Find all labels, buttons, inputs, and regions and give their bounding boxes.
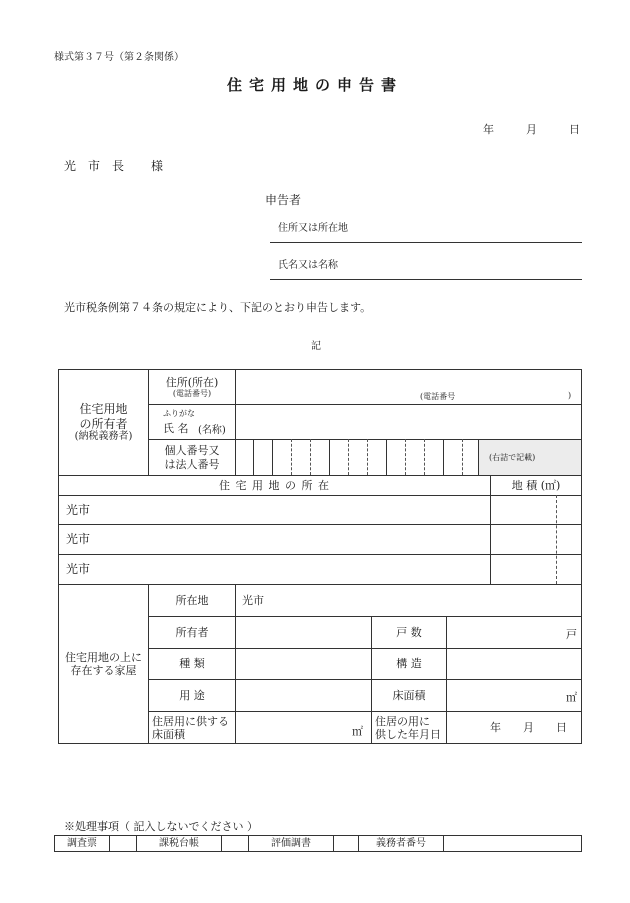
house-use-field[interactable] <box>236 680 371 711</box>
owner-name-label: 氏 名 <box>163 422 189 435</box>
owner-phone-close: ) <box>568 391 572 400</box>
id-digit-divider <box>310 439 311 475</box>
house-location-label: 所在地 <box>175 593 209 607</box>
processing-field-evaluation: 評価調書 <box>271 837 311 849</box>
page-title: 住宅用地の申告書 <box>226 76 403 94</box>
owner-phone-inline-label: (電話番号 <box>420 392 456 401</box>
owner-id-label <box>149 440 235 475</box>
land-area-field[interactable] <box>491 496 581 524</box>
land-location-row[interactable]: 光市 <box>66 502 91 517</box>
land-location-header: 住 宅 用 地 の 所 在 <box>219 478 330 492</box>
processing-field-ledger: 課税台帳 <box>159 837 199 849</box>
house-residential-date-label <box>375 712 446 744</box>
house-floor-area-label: 床面積 <box>392 688 426 702</box>
declarant-name-label: 氏名又は名称 <box>278 260 338 271</box>
id-digit-divider <box>386 439 387 475</box>
house-units-suffix: 戸 <box>566 628 577 641</box>
declarant-name-line[interactable] <box>270 279 582 280</box>
declarant-address-line[interactable] <box>270 242 582 243</box>
owner-id-note: (右詰で記載) <box>479 440 581 475</box>
house-label-line2: 存在する家屋 <box>70 664 137 677</box>
owner-address-label <box>149 370 235 404</box>
house-type-field[interactable] <box>236 649 371 679</box>
id-digit-divider <box>272 439 273 475</box>
house-owner-field[interactable] <box>236 617 371 648</box>
processing-label: ※処理事項（ 記入しないでください ） <box>64 820 258 833</box>
addressee-name: 光 市 長 <box>64 159 125 173</box>
land-area-header: 地 積 (㎡) <box>511 478 561 492</box>
owner-address-label-text: 住所(所在) <box>165 375 219 389</box>
house-residential-area-field[interactable] <box>236 712 371 744</box>
owner-address-field[interactable] <box>236 370 582 404</box>
processing-ledger-box[interactable] <box>222 836 248 851</box>
form-number: 様式第３７号（第２条関係） <box>54 52 184 63</box>
processing-evaluation-box[interactable] <box>334 836 358 851</box>
residential-area-line2: 床面積 <box>152 728 185 741</box>
house-residential-area-unit: ㎡ <box>352 725 363 738</box>
owner-id-label-line1: 個人番号又 <box>164 444 220 458</box>
house-residential-area-label <box>152 712 235 744</box>
residential-date-line1: 住居の用に <box>375 714 430 728</box>
owner-label-line2: の所有者 <box>79 416 128 431</box>
declarant-label: 申告者 <box>265 193 302 207</box>
house-use-label: 用 途 <box>179 688 205 702</box>
id-digit-divider <box>462 439 463 475</box>
land-area-field[interactable] <box>491 555 581 584</box>
date-day-label: 日 <box>569 123 580 136</box>
house-units-label: 戸 数 <box>396 625 422 639</box>
owner-section-label <box>59 370 148 475</box>
house-floor-area-unit: ㎡ <box>566 691 577 704</box>
house-units-field[interactable] <box>447 617 581 648</box>
owner-label-line1: 住宅用地 <box>79 402 128 417</box>
date-month-label: 月 <box>526 123 537 136</box>
declarant-address-label: 住所又は所在地 <box>278 223 348 234</box>
id-digit-divider <box>367 439 368 475</box>
id-digit-divider <box>424 439 425 475</box>
processing-field-obligor-number: 義務者番号 <box>376 837 426 849</box>
processing-field-survey: 調査票 <box>67 837 97 849</box>
land-area-field[interactable] <box>491 525 581 554</box>
house-residential-date-field[interactable]: 年 月 日 <box>490 721 567 735</box>
owner-phone-sub-label: (電話番号) <box>172 388 212 398</box>
house-structure-label: 構 造 <box>396 657 422 671</box>
house-label-line1: 住宅用地の上に <box>65 650 142 664</box>
owner-furigana-label: ふりがな <box>163 409 195 418</box>
owner-label-line3: (納税義務者) <box>74 430 133 442</box>
owner-name-sub-label: (名称) <box>198 425 226 436</box>
residential-date-line2: 供した年月日 <box>375 728 441 741</box>
processing-obligor-number-box[interactable] <box>444 836 581 851</box>
house-location-field[interactable]: 光市 <box>242 593 264 607</box>
id-digit-divider <box>291 439 292 475</box>
id-digit-divider <box>443 439 444 475</box>
addressee-honorific: 様 <box>151 159 164 173</box>
processing-survey-box[interactable] <box>110 836 136 851</box>
id-digit-divider <box>253 439 254 475</box>
owner-id-label-line2: は法人番号 <box>164 457 220 471</box>
statement-text: 光市税条例第７４条の規定により、下記のとおり申告します。 <box>64 301 372 314</box>
house-floor-area-field[interactable] <box>447 680 581 711</box>
id-digit-divider <box>405 439 406 475</box>
date-year-label: 年 <box>483 123 494 136</box>
house-structure-field[interactable] <box>447 649 581 679</box>
residential-area-line1: 住居用に供する <box>152 714 229 728</box>
house-owner-label: 所有者 <box>175 625 209 639</box>
house-type-label: 種 類 <box>179 657 205 671</box>
id-digit-divider <box>348 439 349 475</box>
id-digit-divider <box>329 439 330 475</box>
owner-name-field[interactable] <box>236 405 582 439</box>
land-location-row[interactable]: 光市 <box>66 562 91 577</box>
land-location-row[interactable]: 光市 <box>66 532 91 547</box>
ki-mark: 記 <box>311 341 321 352</box>
house-section-label <box>59 585 148 743</box>
